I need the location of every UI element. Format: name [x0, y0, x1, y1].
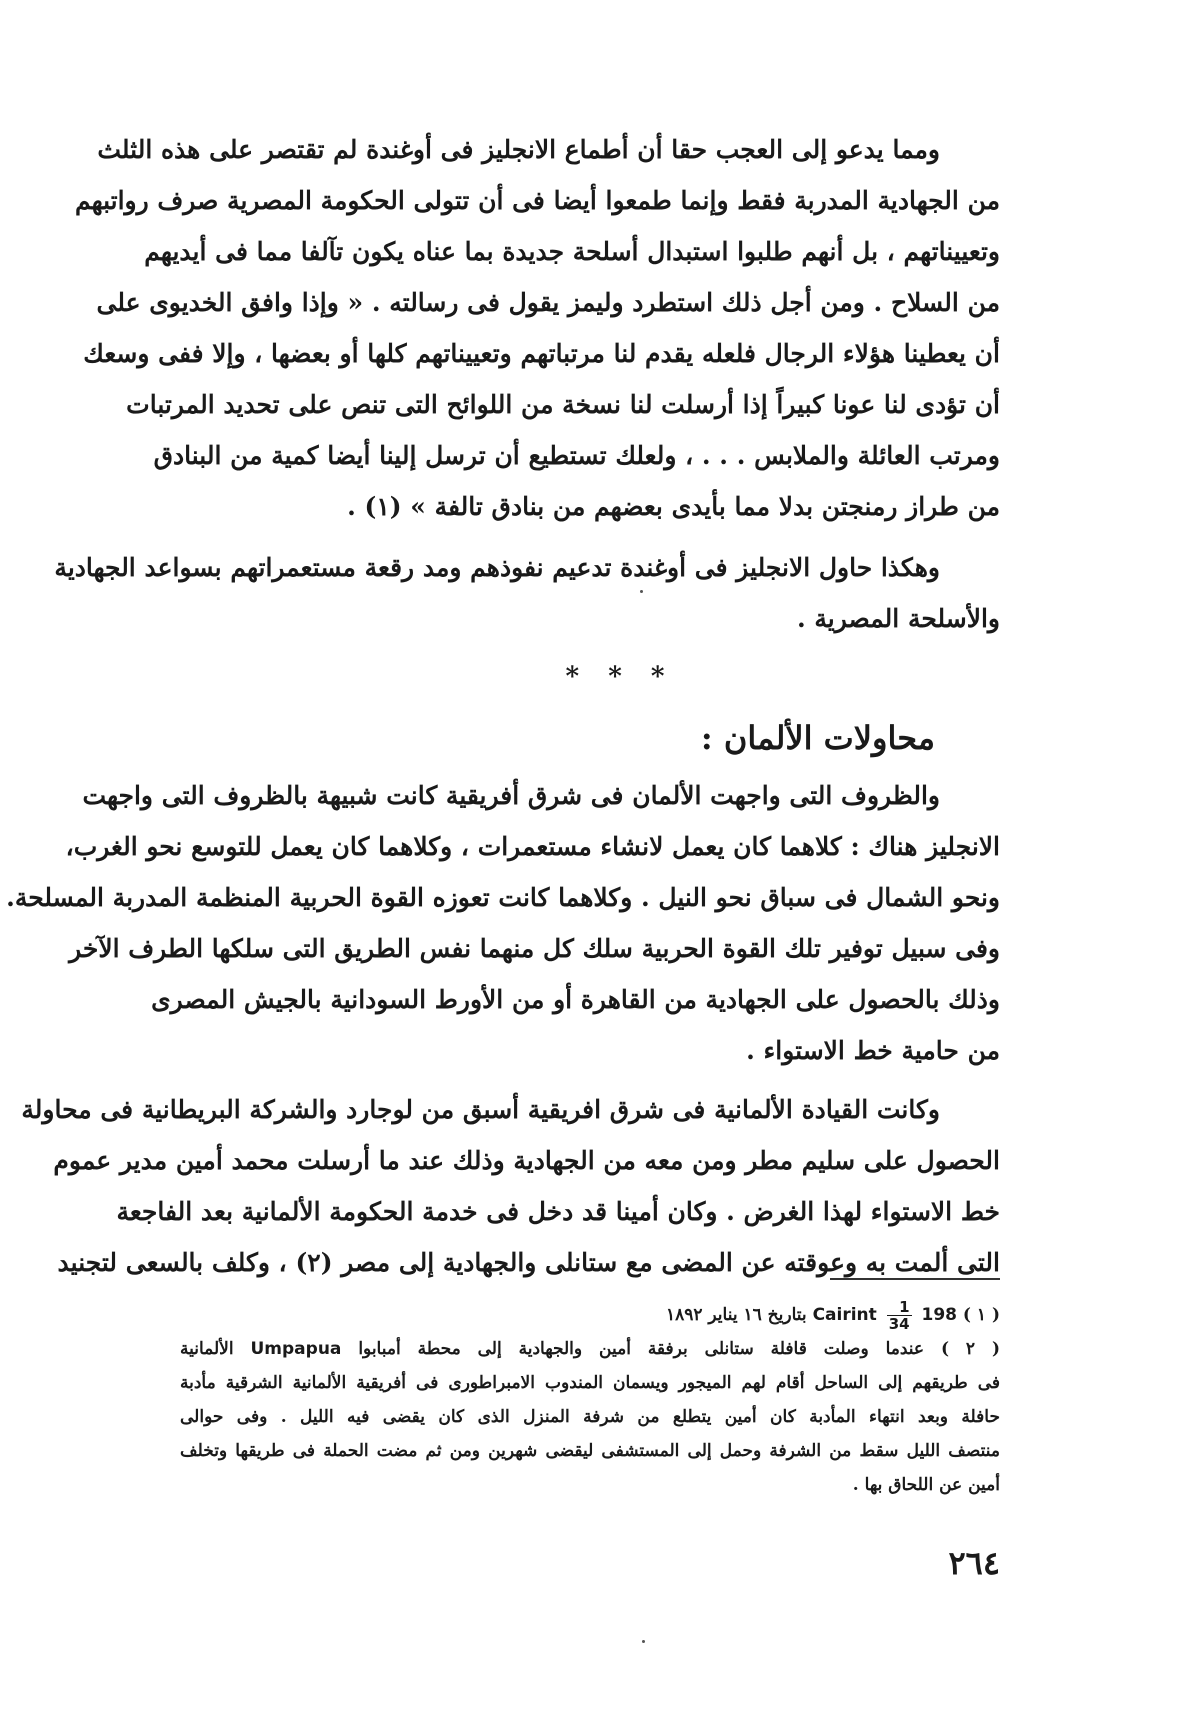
text-line: من طراز رمنجتن بدلا مما بأيدى بعضهم من بنادق تالفة » (١) . — [347, 492, 1000, 521]
footnote-archive: Cairint — [812, 1305, 877, 1325]
text-line: الحصول على سليم مطر ومن معه من الجهادية وذلك عند ما أرسلت محمد أمين مدير عموم — [53, 1146, 1000, 1175]
footnote-2-line: حافلة وبعد انتهاء المأدبة كان أمين يتطلع من شرفة المنزل الذى كان يقضى فيه الليل . وفى حوالى — [180, 1407, 1000, 1427]
footnote-2-text: ( ٢ ) عندما وصلت قافلة ستانلى برفقة أمين والجهادية إلى محطة أمبابوا — [358, 1339, 1001, 1359]
text-line: من حامية خط الاستواء . — [746, 1036, 1000, 1065]
text-line: وكانت القيادة الألمانية فى شرق افريقية أسبق من لوجارد والشركة البريطانية فى محاولة — [21, 1095, 940, 1124]
text-line: التى ألمت به وعوقته عن المضى مع ستانلى والجهادية إلى مصر (٢) ، وكلف بالسعى لتجنيد — [57, 1248, 1000, 1277]
page-number: ٢٦٤ — [948, 1544, 1000, 1582]
text-line: ومما يدعو إلى العجب حقا أن أطماع الانجليز فى أوغندة لم تقتصر على هذه الثلث — [97, 135, 940, 164]
text-line: وفى سبيل توفير تلك القوة الحربية سلك كل منهما نفس الطريق التى سلكها الطرف الآخر — [69, 934, 1000, 963]
footnote-1 — [180, 1298, 1000, 1332]
text-line: ومرتب العائلة والملابس . . . ، ولعلك تستطيع أن ترسل إلينا أيضا كمية من البنادق — [153, 441, 1000, 470]
fraction-numerator: 1 — [887, 1299, 912, 1316]
text-line: من الجهادية المدربة فقط وإنما طمعوا أيضا فى أن تتولى الحكومة المصرية صرف رواتبهم — [74, 186, 1000, 215]
text-line: وتعييناتهم ، بل أنهم طلبوا استبدال أسلحة جديدة بما عناه يكون تآلفا مما فى أيديهم — [144, 237, 1000, 266]
text-line: الانجليز هناك : كلاهما كان يعمل لانشاء مستعمرات ، وكلاهما كان يعمل للتوسع نحو الغرب، — [65, 832, 1000, 861]
paragraph-4 — [21, 1084, 1000, 1288]
paragraph-2 — [54, 542, 1000, 644]
paragraph-3 — [6, 770, 1000, 1076]
paragraph-1 — [74, 124, 1000, 532]
text-line: خط الاستواء لهذا الغرض . وكان أمينا قد دخل فى خدمة الحكومة الألمانية بعد الفاجعة — [116, 1197, 1000, 1226]
footnote-divider — [830, 1278, 1000, 1280]
footnote-2-end: الألمانية — [180, 1339, 234, 1359]
footnote-ref-number: 198 — [921, 1305, 957, 1325]
footnote-2-latin: Umpapua — [250, 1339, 342, 1359]
scan-speck — [640, 590, 643, 593]
footnote-fraction — [887, 1299, 912, 1332]
fraction-denominator: 34 — [888, 1315, 910, 1333]
footnote-2-line: فى طريقهم إلى الساحل أقام لهم الميجور ويسمان المندوب الامبراطورى فى أفريقية الألمانية الشرقية مأدبة — [180, 1373, 1000, 1393]
footnote-2-line: منتصف الليل سقط من الشرفة وحمل إلى المستشفى ليقضى شهرين ومن ثم مضت الحملة فى طريقها وتخلف — [180, 1441, 1000, 1461]
scan-speck — [642, 1640, 645, 1643]
footnote-marker: ( ١ ) — [962, 1305, 1000, 1325]
text-line: أن يعطينا هؤلاء الرجال فلعله يقدم لنا مرتباتهم وتعييناتهم كلها أو بعضها ، وإلا ففى وسعك — [83, 339, 1000, 368]
text-line: والأسلحة المصرية . — [796, 604, 1000, 633]
footnotes — [180, 1298, 1000, 1502]
text-line: وذلك بالحصول على الجهادية من القاهرة أو من الأورط السودانية بالجيش المصرى — [151, 985, 1000, 1014]
footnote-2-line: أمين عن اللحاق بها . — [852, 1475, 1000, 1495]
section-separator: * * * — [565, 662, 675, 692]
section-heading: محاولات الألمان : — [700, 719, 935, 757]
text-line: من السلاح . ومن أجل ذلك استطرد وليمز يقول فى رسالته . « وإذا وافق الخديوى على — [96, 288, 1000, 317]
text-line: والظروف التى واجهت الألمان فى شرق أفريقية كانت شبيهة بالظروف التى واجهت — [82, 781, 940, 810]
text-line: وهكذا حاول الانجليز فى أوغندة تدعيم نفوذهم ومد رقعة مستعمراتهم بسواعد الجهادية — [54, 553, 940, 582]
footnote-date: بتاريخ ١٦ يناير ١٨٩٢ — [665, 1305, 807, 1325]
footnote-2-line — [180, 1332, 1000, 1366]
text-line: ونحو الشمال فى سباق نحو النيل . وكلاهما كانت تعوزه القوة الحربية المنظمة المدربة المسلحة. — [6, 883, 1000, 912]
text-line: أن تؤدى لنا عونا كبيراً إذا أرسلت لنا نسخة من اللوائح التى تنص على تحديد المرتبات — [126, 390, 1000, 419]
